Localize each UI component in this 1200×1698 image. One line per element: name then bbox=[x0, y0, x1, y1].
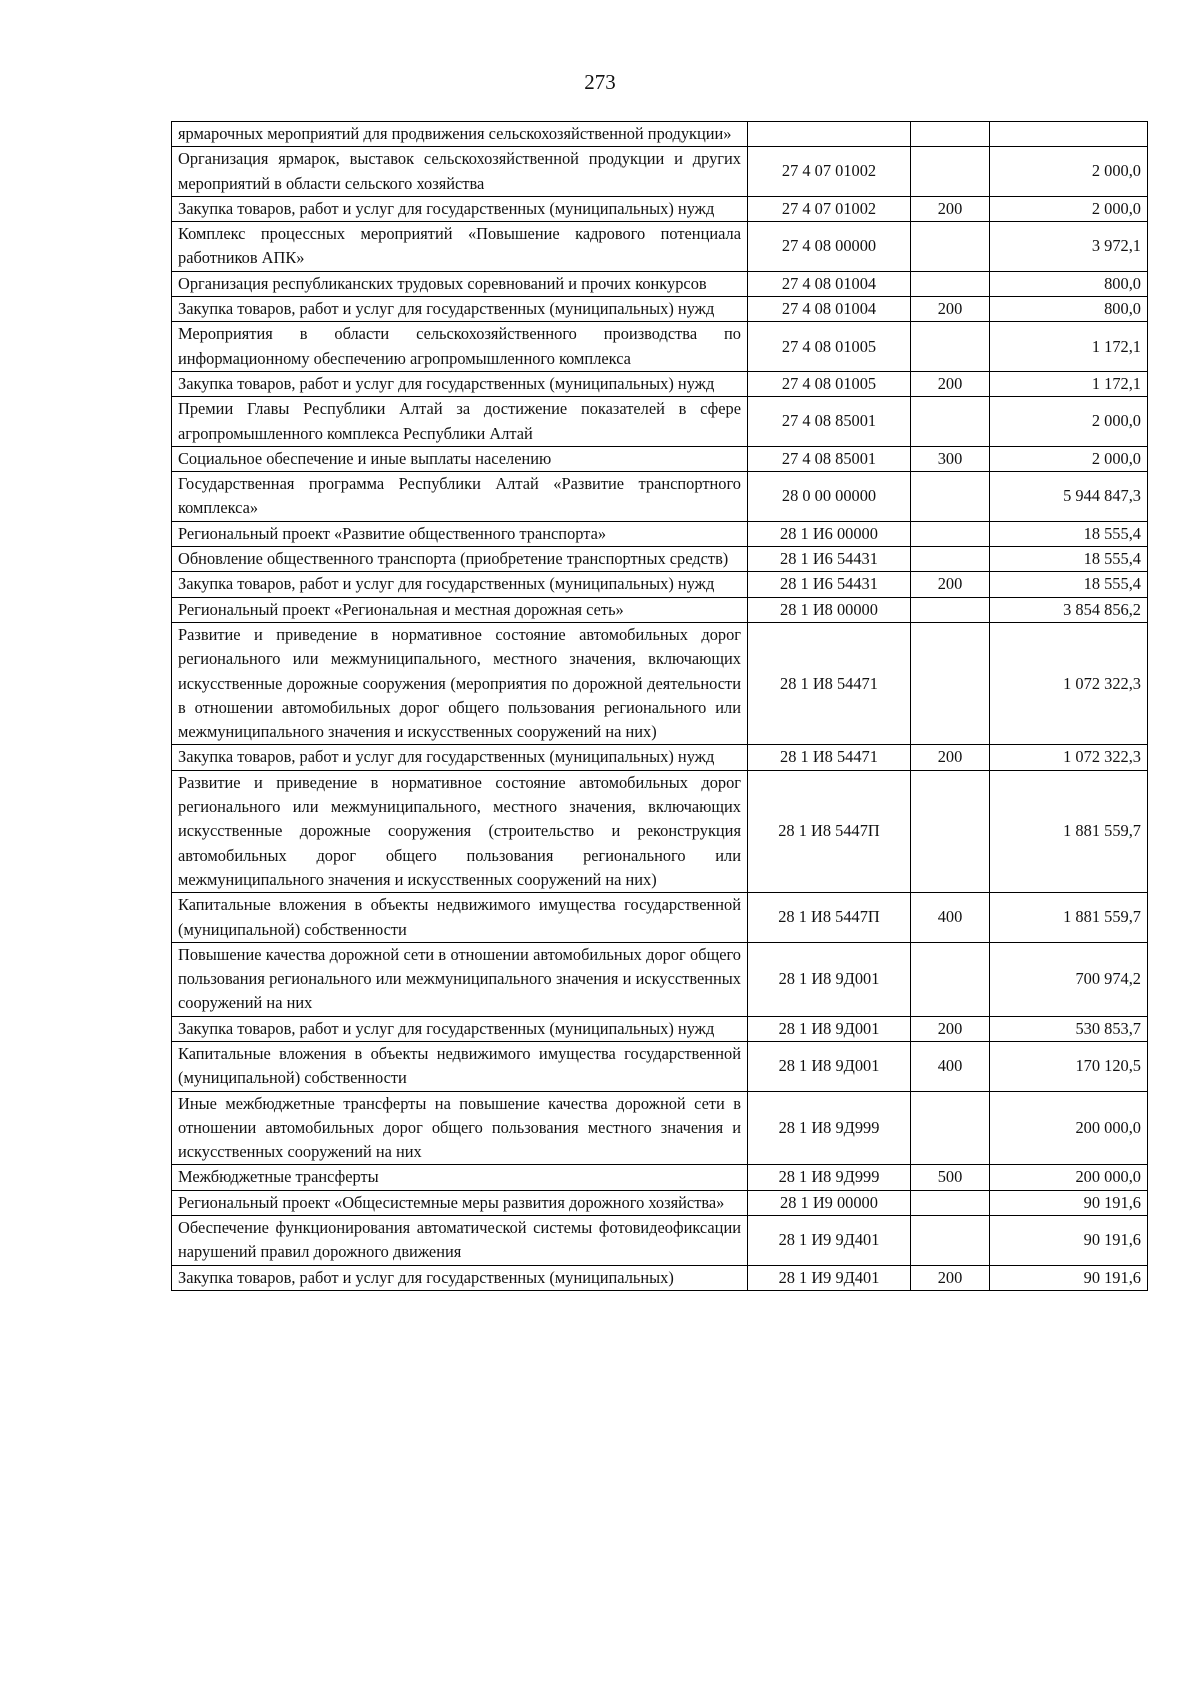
row-amount-cell: 1 072 322,3 bbox=[990, 745, 1148, 770]
row-name-cell: Комплекс процессных мероприятий «Повышение кадрового потенциала работников АПК» bbox=[172, 222, 748, 272]
row-expense-type-cell bbox=[911, 547, 990, 572]
row-code-cell: 27 4 07 01002 bbox=[748, 196, 911, 221]
row-code-cell: 27 4 08 01004 bbox=[748, 271, 911, 296]
row-expense-type-cell bbox=[911, 472, 990, 522]
row-expense-type-cell: 200 bbox=[911, 572, 990, 597]
row-code-cell: 28 1 И9 00000 bbox=[748, 1190, 911, 1215]
row-amount-cell: 200 000,0 bbox=[990, 1165, 1148, 1190]
table-row bbox=[172, 1190, 1148, 1215]
row-code-cell: 28 1 И9 9Д401 bbox=[748, 1216, 911, 1266]
row-code-cell: 28 1 И8 00000 bbox=[748, 597, 911, 622]
row-code-cell: 27 4 08 00000 bbox=[748, 222, 911, 272]
row-code-cell: 28 1 И8 9Д999 bbox=[748, 1091, 911, 1165]
row-amount-cell: 90 191,6 bbox=[990, 1216, 1148, 1266]
row-name-cell: Закупка товаров, работ и услуг для государственных (муниципальных) нужд bbox=[172, 745, 748, 770]
table-row bbox=[172, 1265, 1148, 1290]
row-code-cell: 28 1 И6 00000 bbox=[748, 521, 911, 546]
row-name-cell: Развитие и приведение в нормативное состояние автомобильных дорог регионального или межмуниципального, местного значения, включающих искусственные дорожные сооружения (мероприятия по дорожной деятельности в отношении автомобильных дорог общего пользования регионального или межмуниципального значения и искусственных сооружений на них) bbox=[172, 622, 748, 744]
table-row bbox=[172, 1016, 1148, 1041]
row-name-cell: Закупка товаров, работ и услуг для государственных (муниципальных) bbox=[172, 1265, 748, 1290]
row-amount-cell: 1 881 559,7 bbox=[990, 893, 1148, 943]
row-name-cell: Организация ярмарок, выставок сельскохозяйственной продукции и других мероприятий в области сельского хозяйства bbox=[172, 147, 748, 197]
row-amount-cell: 170 120,5 bbox=[990, 1041, 1148, 1091]
row-code-cell: 28 1 И8 5447П bbox=[748, 893, 911, 943]
table-row bbox=[172, 472, 1148, 522]
row-amount-cell: 1 072 322,3 bbox=[990, 622, 1148, 744]
row-name-cell: Развитие и приведение в нормативное состояние автомобильных дорог регионального или межмуниципального, местного значения, включающих искусственные дорожные сооружения (строительство и реконструкция автомобильных дорог общего пользования регионального или межмуниципального значения и искусственных сооружений на них) bbox=[172, 770, 748, 892]
row-name-cell: Обеспечение функционирования автоматической системы фотовидеофиксации нарушений правил дорожного движения bbox=[172, 1216, 748, 1266]
row-code-cell: 27 4 08 85001 bbox=[748, 397, 911, 447]
row-code-cell: 28 1 И8 9Д001 bbox=[748, 1041, 911, 1091]
row-name-cell: Премии Главы Республики Алтай за достижение показателей в сфере агропромышленного комплекса Республики Алтай bbox=[172, 397, 748, 447]
row-code-cell: 28 1 И8 9Д001 bbox=[748, 1016, 911, 1041]
table-row bbox=[172, 1041, 1148, 1091]
row-name-cell: Региональный проект «Региональная и местная дорожная сеть» bbox=[172, 597, 748, 622]
row-amount-cell: 90 191,6 bbox=[990, 1190, 1148, 1215]
row-expense-type-cell bbox=[911, 622, 990, 744]
table-row bbox=[172, 222, 1148, 272]
budget-table bbox=[171, 121, 1148, 1291]
row-name-cell: Капитальные вложения в объекты недвижимого имущества государственной (муниципальной) собственности bbox=[172, 1041, 748, 1091]
row-name-cell: Закупка товаров, работ и услуг для государственных (муниципальных) нужд bbox=[172, 297, 748, 322]
row-name-cell: Социальное обеспечение и иные выплаты населению bbox=[172, 446, 748, 471]
row-name-cell: Государственная программа Республики Алтай «Развитие транспортного комплекса» bbox=[172, 472, 748, 522]
row-name-cell: Мероприятия в области сельскохозяйственного производства по информационному обеспечению агропромышленного комплекса bbox=[172, 322, 748, 372]
table-row bbox=[172, 122, 1148, 147]
row-amount-cell: 18 555,4 bbox=[990, 572, 1148, 597]
table-row bbox=[172, 622, 1148, 744]
row-amount-cell: 3 972,1 bbox=[990, 222, 1148, 272]
row-expense-type-cell bbox=[911, 597, 990, 622]
row-code-cell: 28 1 И8 9Д999 bbox=[748, 1165, 911, 1190]
row-name-cell: Закупка товаров, работ и услуг для государственных (муниципальных) нужд bbox=[172, 1016, 748, 1041]
table-row bbox=[172, 322, 1148, 372]
row-amount-cell: 2 000,0 bbox=[990, 196, 1148, 221]
row-name-cell: Закупка товаров, работ и услуг для государственных (муниципальных) нужд bbox=[172, 196, 748, 221]
table-row bbox=[172, 1165, 1148, 1190]
row-code-cell bbox=[748, 122, 911, 147]
row-amount-cell: 530 853,7 bbox=[990, 1016, 1148, 1041]
row-expense-type-cell bbox=[911, 222, 990, 272]
row-expense-type-cell bbox=[911, 397, 990, 447]
row-expense-type-cell bbox=[911, 1091, 990, 1165]
budget-table-body bbox=[172, 122, 1148, 1291]
row-code-cell: 28 1 И6 54431 bbox=[748, 547, 911, 572]
row-code-cell: 27 4 08 01005 bbox=[748, 322, 911, 372]
row-expense-type-cell bbox=[911, 147, 990, 197]
row-expense-type-cell: 200 bbox=[911, 297, 990, 322]
row-expense-type-cell bbox=[911, 1190, 990, 1215]
row-expense-type-cell bbox=[911, 322, 990, 372]
row-amount-cell: 2 000,0 bbox=[990, 147, 1148, 197]
row-name-cell: Повышение качества дорожной сети в отношении автомобильных дорог общего пользования регионального или межмуниципального значения и искусственных сооружений на них bbox=[172, 942, 748, 1016]
row-expense-type-cell bbox=[911, 521, 990, 546]
row-name-cell: Организация республиканских трудовых соревнований и прочих конкурсов bbox=[172, 271, 748, 296]
table-row bbox=[172, 572, 1148, 597]
table-row bbox=[172, 271, 1148, 296]
row-expense-type-cell: 200 bbox=[911, 745, 990, 770]
row-amount-cell bbox=[990, 122, 1148, 147]
row-code-cell: 28 0 00 00000 bbox=[748, 472, 911, 522]
row-expense-type-cell: 200 bbox=[911, 371, 990, 396]
row-amount-cell: 90 191,6 bbox=[990, 1265, 1148, 1290]
row-amount-cell: 800,0 bbox=[990, 271, 1148, 296]
table-row bbox=[172, 1091, 1148, 1165]
row-amount-cell: 1 172,1 bbox=[990, 322, 1148, 372]
row-expense-type-cell: 300 bbox=[911, 446, 990, 471]
row-name-cell: Иные межбюджетные трансферты на повышение качества дорожной сети в отношении автомобильных дорог общего пользования местного значения и искусственных сооружений на них bbox=[172, 1091, 748, 1165]
row-expense-type-cell: 200 bbox=[911, 196, 990, 221]
row-code-cell: 27 4 08 01005 bbox=[748, 371, 911, 396]
table-row bbox=[172, 1216, 1148, 1266]
row-expense-type-cell bbox=[911, 271, 990, 296]
row-amount-cell: 1 172,1 bbox=[990, 371, 1148, 396]
table-row bbox=[172, 547, 1148, 572]
row-expense-type-cell: 200 bbox=[911, 1016, 990, 1041]
row-name-cell: ярмарочных мероприятий для продвижения сельскохозяйственной продукции» bbox=[172, 122, 748, 147]
row-code-cell: 28 1 И8 54471 bbox=[748, 622, 911, 744]
row-name-cell: Капитальные вложения в объекты недвижимого имущества государственной (муниципальной) собственности bbox=[172, 893, 748, 943]
row-expense-type-cell bbox=[911, 770, 990, 892]
table-row bbox=[172, 521, 1148, 546]
table-row bbox=[172, 371, 1148, 396]
table-row bbox=[172, 446, 1148, 471]
row-expense-type-cell: 500 bbox=[911, 1165, 990, 1190]
row-code-cell: 28 1 И8 54471 bbox=[748, 745, 911, 770]
table-row bbox=[172, 770, 1148, 892]
row-code-cell: 27 4 07 01002 bbox=[748, 147, 911, 197]
row-name-cell: Обновление общественного транспорта (приобретение транспортных средств) bbox=[172, 547, 748, 572]
row-code-cell: 28 1 И6 54431 bbox=[748, 572, 911, 597]
table-row bbox=[172, 297, 1148, 322]
row-expense-type-cell bbox=[911, 122, 990, 147]
table-row bbox=[172, 745, 1148, 770]
row-code-cell: 28 1 И8 9Д001 bbox=[748, 942, 911, 1016]
row-amount-cell: 3 854 856,2 bbox=[990, 597, 1148, 622]
row-code-cell: 28 1 И9 9Д401 bbox=[748, 1265, 911, 1290]
table-row bbox=[172, 147, 1148, 197]
row-amount-cell: 1 881 559,7 bbox=[990, 770, 1148, 892]
table-row bbox=[172, 942, 1148, 1016]
row-amount-cell: 2 000,0 bbox=[990, 446, 1148, 471]
row-code-cell: 27 4 08 85001 bbox=[748, 446, 911, 471]
row-expense-type-cell: 400 bbox=[911, 1041, 990, 1091]
page-number: 273 bbox=[584, 70, 616, 94]
row-name-cell: Закупка товаров, работ и услуг для государственных (муниципальных) нужд bbox=[172, 572, 748, 597]
row-amount-cell: 700 974,2 bbox=[990, 942, 1148, 1016]
row-amount-cell: 800,0 bbox=[990, 297, 1148, 322]
row-code-cell: 28 1 И8 5447П bbox=[748, 770, 911, 892]
row-name-cell: Региональный проект «Общесистемные меры развития дорожного хозяйства» bbox=[172, 1190, 748, 1215]
row-amount-cell: 5 944 847,3 bbox=[990, 472, 1148, 522]
row-name-cell: Межбюджетные трансферты bbox=[172, 1165, 748, 1190]
row-amount-cell: 18 555,4 bbox=[990, 521, 1148, 546]
table-row bbox=[172, 196, 1148, 221]
row-expense-type-cell bbox=[911, 1216, 990, 1266]
row-amount-cell: 200 000,0 bbox=[990, 1091, 1148, 1165]
table-row bbox=[172, 597, 1148, 622]
row-name-cell: Региональный проект «Развитие общественного транспорта» bbox=[172, 521, 748, 546]
row-amount-cell: 18 555,4 bbox=[990, 547, 1148, 572]
table-row bbox=[172, 893, 1148, 943]
row-name-cell: Закупка товаров, работ и услуг для государственных (муниципальных) нужд bbox=[172, 371, 748, 396]
row-code-cell: 27 4 08 01004 bbox=[748, 297, 911, 322]
table-row bbox=[172, 397, 1148, 447]
row-amount-cell: 2 000,0 bbox=[990, 397, 1148, 447]
row-expense-type-cell: 200 bbox=[911, 1265, 990, 1290]
row-expense-type-cell bbox=[911, 942, 990, 1016]
row-expense-type-cell: 400 bbox=[911, 893, 990, 943]
